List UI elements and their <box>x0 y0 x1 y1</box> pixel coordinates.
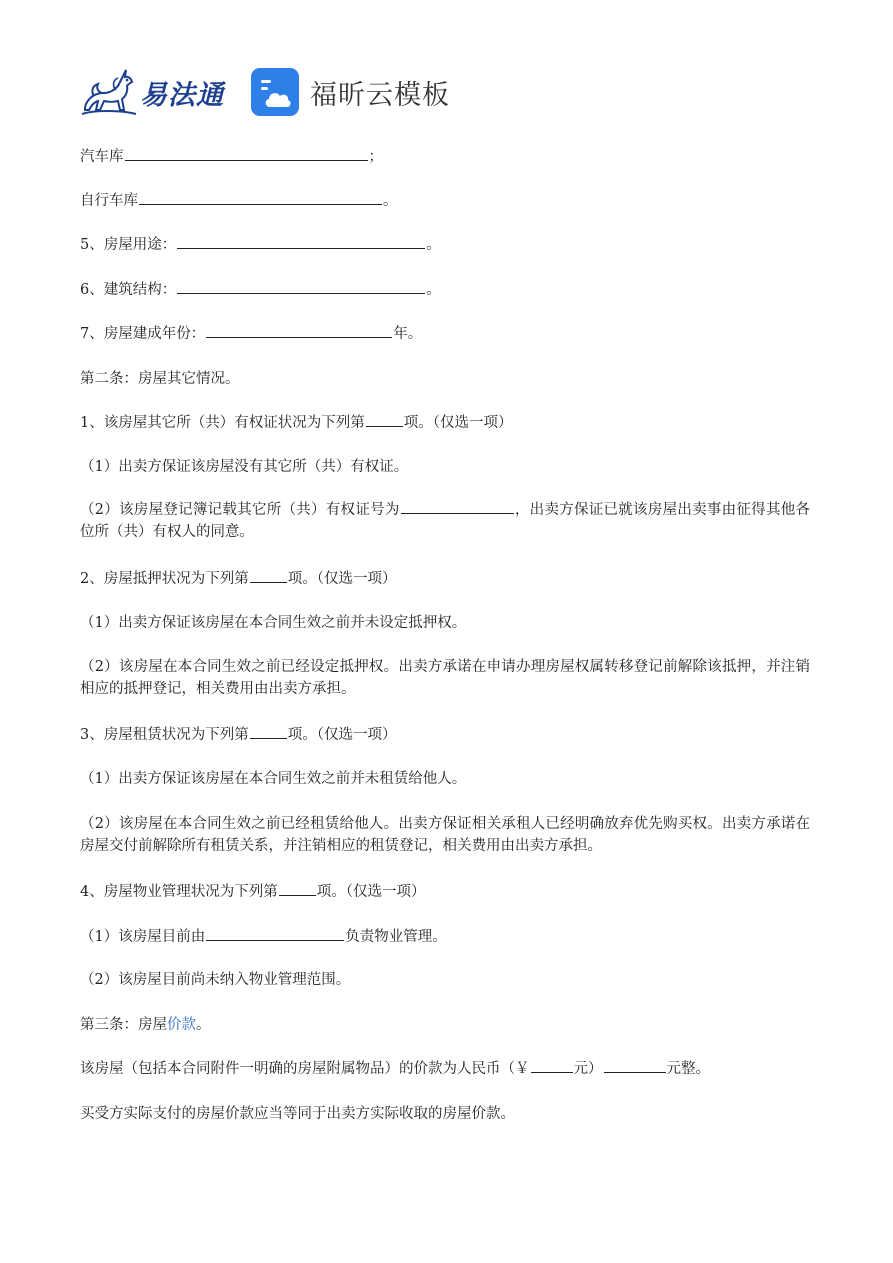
document-header <box>80 62 450 122</box>
article-two-heading: 第二条：房屋其它情况。 <box>80 371 240 387</box>
house-price-suffix: 元整。 <box>666 1061 710 1077</box>
paragraph-lease-status <box>80 724 810 746</box>
building-structure-end: 。 <box>426 282 441 298</box>
management-choice-blank[interactable] <box>279 881 316 896</box>
house-usage-label: 5、房屋用途： <box>80 237 177 253</box>
build-year-end: 年。 <box>393 326 423 342</box>
paragraph-property-management <box>80 881 810 903</box>
fuxin-cloud-logo <box>250 67 450 117</box>
mortgage-option-1: （1）出卖方保证该房屋在本合同生效之前并未设定抵押权。 <box>80 615 467 631</box>
cloud-document-icon <box>250 67 300 117</box>
house-usage-end: 。 <box>426 237 441 253</box>
paragraph-house-usage <box>80 234 810 256</box>
car-garage-label: 汽车库 <box>80 149 124 165</box>
building-structure-blank[interactable] <box>177 279 425 294</box>
ownership-option-2 <box>80 499 810 543</box>
bicycle-garage-end: 。 <box>383 193 398 209</box>
mortgage-option-2: （2）该房屋在本合同生效之前已经设定抵押权。出卖方承诺在申请办理房屋权属转移登记前解除该抵押，并注销相应的抵押登记，相关费用由出卖方承担。 <box>80 659 810 697</box>
management-company-blank[interactable] <box>206 926 344 941</box>
paragraph-bicycle-garage <box>80 190 810 212</box>
bicycle-garage-label: 自行车库 <box>80 193 138 209</box>
build-year-blank[interactable] <box>206 323 392 338</box>
article-three-text: 第三条：房屋 <box>80 1017 167 1033</box>
lease-status-text: 3、房屋租赁状况为下列第 <box>80 727 249 743</box>
price-link[interactable]: 价款 <box>167 1017 196 1033</box>
price-number-blank[interactable] <box>531 1058 573 1073</box>
mortgage-choice-blank[interactable] <box>250 568 287 583</box>
price-words-blank[interactable] <box>604 1058 666 1073</box>
house-usage-blank[interactable] <box>177 234 425 249</box>
house-price-unit: 元） <box>573 1061 603 1077</box>
house-price-text: 该房屋（包括本合同附件一明确的房屋附属物品）的价款为人民币（￥ <box>80 1061 530 1077</box>
paragraph-ownership-certificate <box>80 412 810 434</box>
paragraph-build-year <box>80 323 810 345</box>
lease-choice-blank[interactable] <box>250 724 287 739</box>
management-option-1-suffix: 负责物业管理。 <box>345 929 447 945</box>
car-garage-end: ； <box>368 149 383 165</box>
paragraph-car-garage <box>80 146 810 168</box>
property-management-text: 4、房屋物业管理状况为下列第 <box>80 884 278 900</box>
ownership-choice-blank[interactable] <box>366 412 403 427</box>
mortgage-status-text: 2、房屋抵押状况为下列第 <box>80 571 249 587</box>
ownership-option-2-text: （2）该房屋登记簿记载其它所（共）有权证号为 <box>80 502 400 518</box>
unicorn-logo-icon <box>80 66 138 118</box>
certificate-number-blank[interactable] <box>401 499 514 514</box>
ownership-certificate-text: 1、该房屋其它所（共）有权证状况为下列第 <box>80 415 365 431</box>
fuxin-logo-text: 福昕云模板 <box>310 79 450 111</box>
lease-status-suffix: 项。（仅选一项） <box>287 727 397 743</box>
management-option-2: （2）该房屋目前尚未纳入物业管理范围。 <box>80 972 351 988</box>
lease-option-1: （1）出卖方保证该房屋在本合同生效之前并未租赁给他人。 <box>80 771 467 787</box>
paragraph-house-price <box>80 1058 810 1080</box>
management-option-1-text: （1）该房屋目前由 <box>80 929 206 945</box>
building-structure-label: 6、建筑结构： <box>80 282 177 298</box>
ownership-option-2-suffix: ，出卖方保证已就该房屋出卖事由征得其他各位所（共）有权人的同意。 <box>80 502 810 540</box>
paragraph-building-structure <box>80 279 810 301</box>
property-management-suffix: 项。（仅选一项） <box>316 884 426 900</box>
article-three-end: 。 <box>196 1017 211 1033</box>
paragraph-actual-payment: 买受方实际支付的房屋价款应当等同于出卖方实际收取的房屋价款。 <box>80 1106 515 1122</box>
article-three-heading <box>80 1014 810 1036</box>
yifatong-logo-text: 易法通 <box>140 79 224 111</box>
ownership-option-1: （1）出卖方保证该房屋没有其它所（共）有权证。 <box>80 459 409 475</box>
ownership-certificate-suffix: 项。（仅选一项） <box>403 415 513 431</box>
yifatong-logo <box>80 62 224 122</box>
management-option-1 <box>80 926 810 948</box>
bicycle-garage-blank[interactable] <box>139 190 382 205</box>
lease-option-2: （2）该房屋在本合同生效之前已经租赁给他人。出卖方保证相关承租人已经明确放弃优先购买权。出卖方承诺在房屋交付前解除所有租赁关系，并注销相应的租赁登记，相关费用由出卖方承担。 <box>80 816 810 854</box>
paragraph-mortgage-status <box>80 568 810 590</box>
car-garage-blank[interactable] <box>125 146 368 161</box>
mortgage-status-suffix: 项。（仅选一项） <box>287 571 397 587</box>
build-year-label: 7、房屋建成年份： <box>80 326 206 342</box>
